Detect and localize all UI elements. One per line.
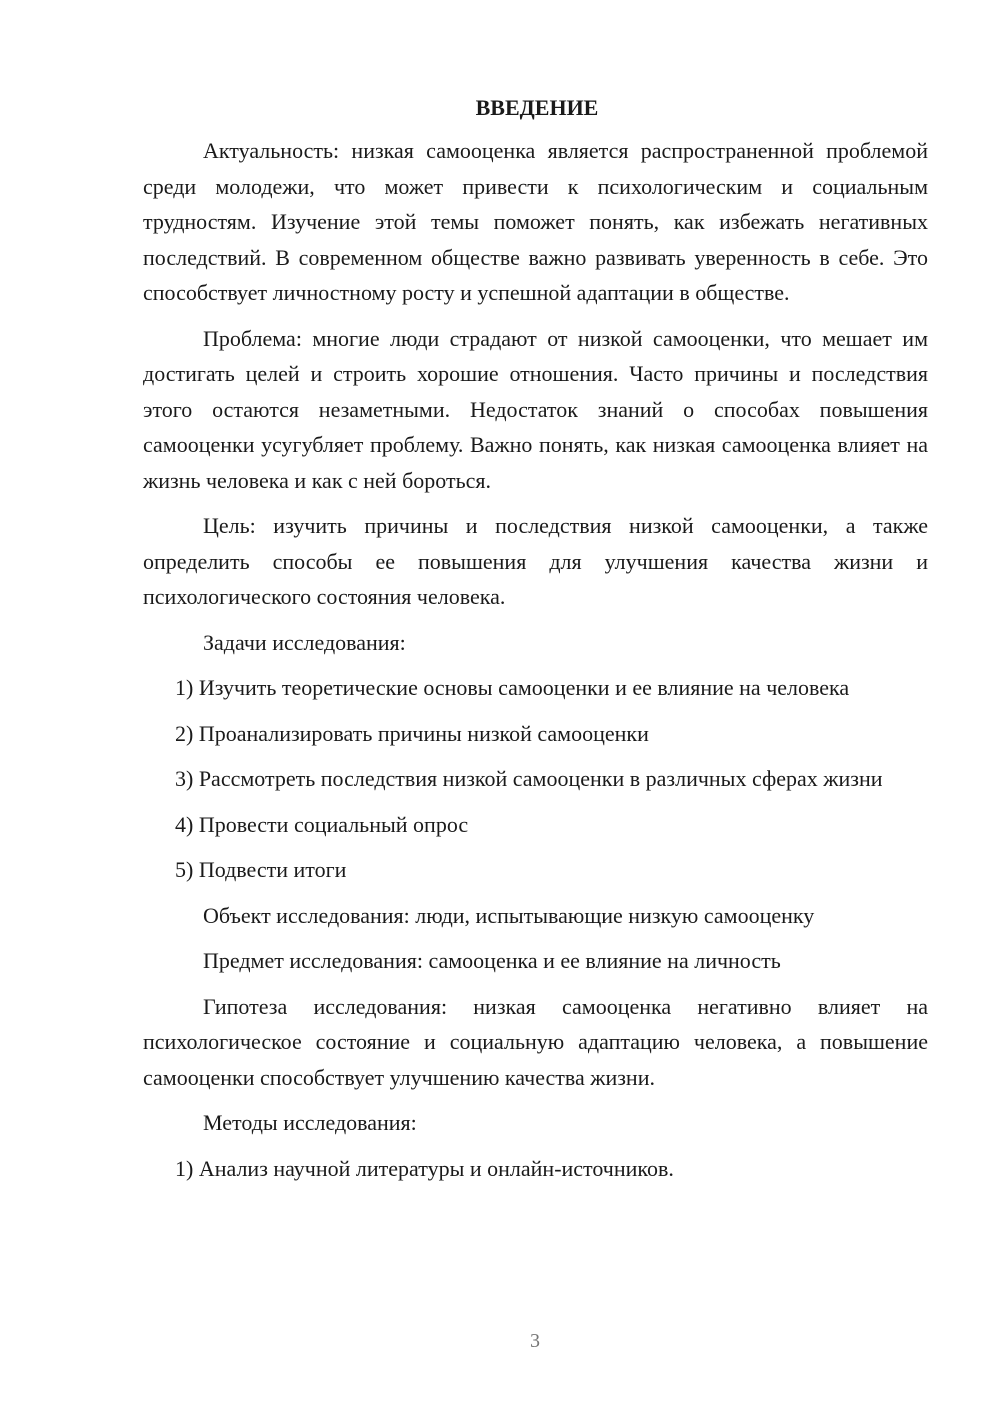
hypothesis-paragraph: Гипотеза исследования: низкая самооценка негативно влияет на психологическое состояние и социальную адаптацию человека, а повышение самооценки способствует улучшению качества жизни. [143, 993, 928, 1090]
task-item: 4) Провести социальный опрос [175, 811, 469, 837]
task-item: 3) Рассмотреть последствия низкой самооценки в различных сферах жизни [175, 766, 883, 791]
problem-paragraph: Проблема: многие люди страдают от низкой самооценки, что мешает им достигать целей и строить хорошие отношения. Часто причины и последствия этого остаются незаметными. Недостаток знаний о способах повышения самооценки усугубляет проблему. Важно понять, как низкая самооценка влияет на жизнь человека и как с ней бороться. [143, 325, 928, 493]
tasks-heading: Задачи исследования: [203, 629, 406, 655]
goal-paragraph: Цель: изучить причины и последствия низкой самооценки, а также определить способы ее повышения для улучшения качества жизни и психологического состояния человека. [143, 513, 928, 609]
task-item: 1) Изучить теоретические основы самооценки и ее влияние на человека [175, 675, 850, 700]
subject-paragraph: Предмет исследования: самооценка и ее влияние на личность [203, 948, 781, 973]
relevance-paragraph: Актуальность: низкая самооценка является распространенной проблемой среди молодежи, что может привести к психологическим и социальным трудностям. Изучение этой темы поможет понять, как избежать негативных последствий. В современном обществе важно развивать уверенность в себе. Это способствует личностному росту и успешной адаптации в обществе. [143, 138, 928, 305]
document-page [143, 90, 928, 1196]
document-heading: ВВЕДЕНИЕ [475, 95, 599, 120]
method-item: 1) Анализ научной литературы и онлайн-источников. [175, 1155, 674, 1181]
task-item: 2) Проанализировать причины низкой самооценки [175, 720, 649, 746]
page-number: 3 [530, 1330, 540, 1352]
task-item: 5) Подвести итоги [175, 857, 347, 882]
object-paragraph: Объект исследования: люди, испытывающие низкую самооценку [203, 902, 815, 928]
methods-heading: Методы исследования: [203, 1110, 417, 1135]
